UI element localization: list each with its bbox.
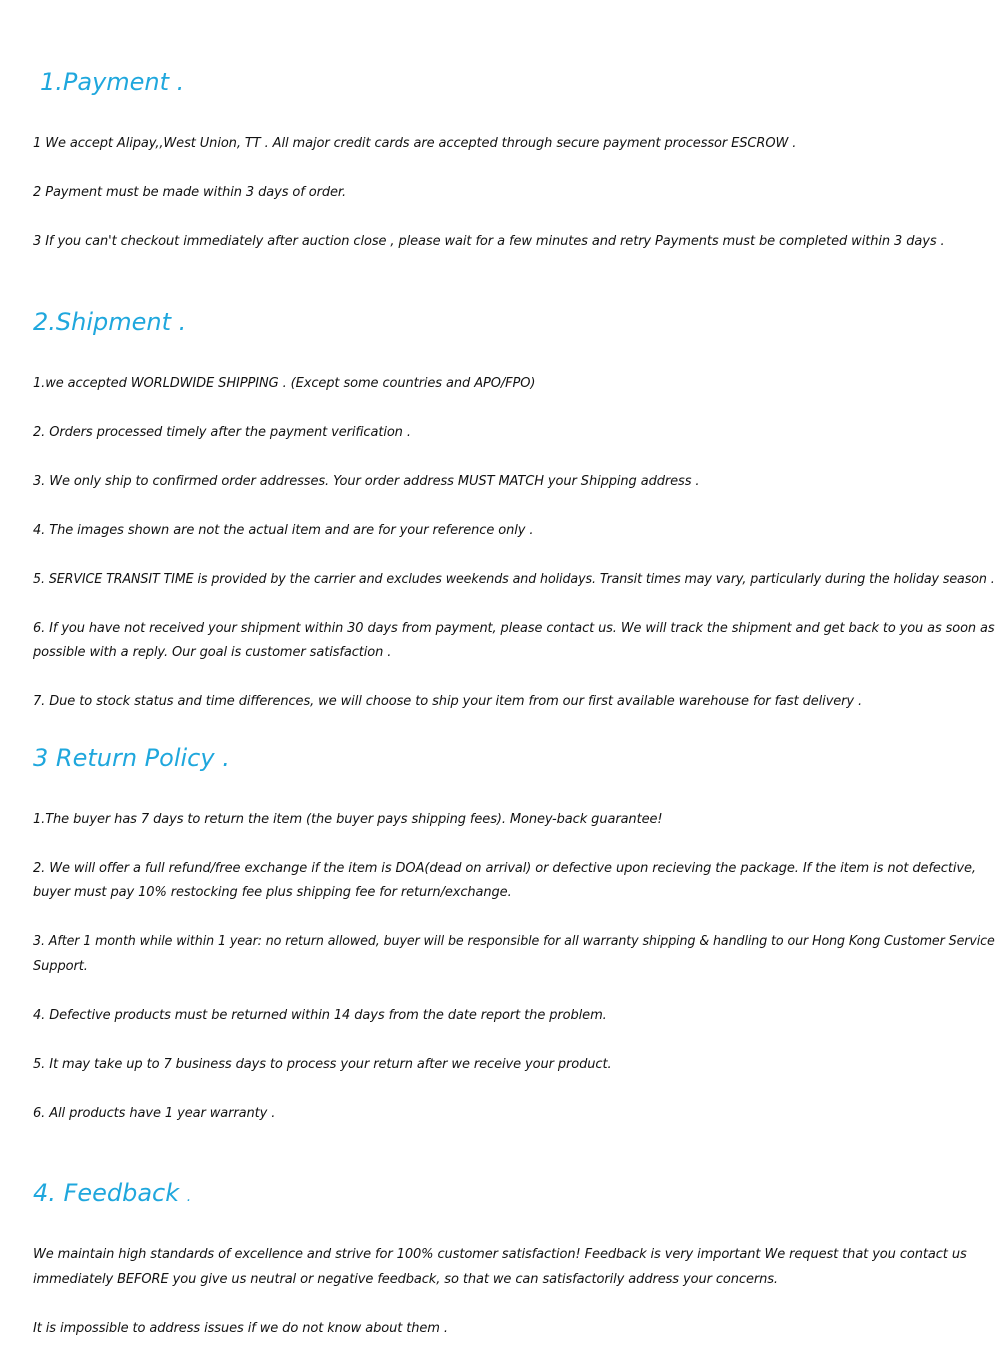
shipment-heading: 2.Shipment . [33, 308, 187, 336]
return-policy-item: buyer must pay 10% restocking fee plus shipping fee for return/exchange. [33, 885, 512, 900]
payment-item: 3 If you can't checkout immediately after auction close , please wait for a few minutes and retry Payments must be completed within 3 days . [33, 234, 945, 249]
return-policy-item: 3. After 1 month while within 1 year: no return allowed, buyer will be responsible for all warranty shipping & handling to our Hong Kong Customer Service [33, 934, 995, 949]
return-policy-item: 1.The buyer has 7 days to return the item (the buyer pays shipping fees). Money-back guarantee! [33, 812, 663, 827]
shipment-item: possible with a reply. Our goal is customer satisfaction . [33, 645, 392, 660]
return-policy-item: 5. It may take up to 7 business days to process your return after we receive your product. [33, 1057, 612, 1072]
return-policy-heading: 3 Return Policy . [33, 744, 230, 772]
payment-item: 1 We accept Alipay,,West Union, TT . All major credit cards are accepted through secure payment processor ESCROW . [33, 136, 797, 151]
payment-heading: 1.Payment . [40, 68, 185, 96]
feedback-item: We maintain high standards of excellence and strive for 100% customer satisfaction! Feedback is very important We request that you contact us [33, 1247, 967, 1262]
shipment-item: 7. Due to stock status and time differences, we will choose to ship your item from our first available warehouse for fast delivery . [33, 694, 863, 709]
payment-item: 2 Payment must be made within 3 days of order. [33, 185, 347, 200]
feedback-heading [33, 1179, 191, 1211]
shipment-item: 4. The images shown are not the actual item and are for your reference only . [33, 523, 534, 538]
feedback-heading-text: 4. Feedback [33, 1179, 180, 1207]
return-policy-item: Support. [33, 959, 88, 974]
feedback-item: immediately BEFORE you give us neutral or negative feedback, so that we can satisfactorily address your concerns. [33, 1272, 778, 1287]
shipment-item: 1.we accepted WORLDWIDE SHIPPING . (Except some countries and APO/FPO) [33, 376, 536, 391]
shipment-item: 6. If you have not received your shipment within 30 days from payment, please contact us. We will track the shipment and get back to you as soon as [33, 621, 995, 636]
shipment-item: 5. SERVICE TRANSIT TIME is provided by the carrier and excludes weekends and holidays. Transit times may vary, particularly during the holiday season . [33, 572, 995, 587]
return-policy-item: 4. Defective products must be returned within 14 days from the date report the problem. [33, 1008, 607, 1023]
return-policy-item: 2. We will offer a full refund/free exchange if the item is DOA(dead on arrival) or defective upon recieving the package. If the item is not defective, [33, 861, 976, 876]
shipment-item: 2. Orders processed timely after the payment verification . [33, 425, 411, 440]
shipment-item: 3. We only ship to confirmed order addresses. Your order address MUST MATCH your Shipping address . [33, 474, 700, 489]
return-policy-item: 6. All products have 1 year warranty . [33, 1106, 276, 1121]
feedback-item: It is impossible to address issues if we do not know about them . [33, 1321, 448, 1336]
feedback-heading-dot: . [186, 1189, 192, 1205]
